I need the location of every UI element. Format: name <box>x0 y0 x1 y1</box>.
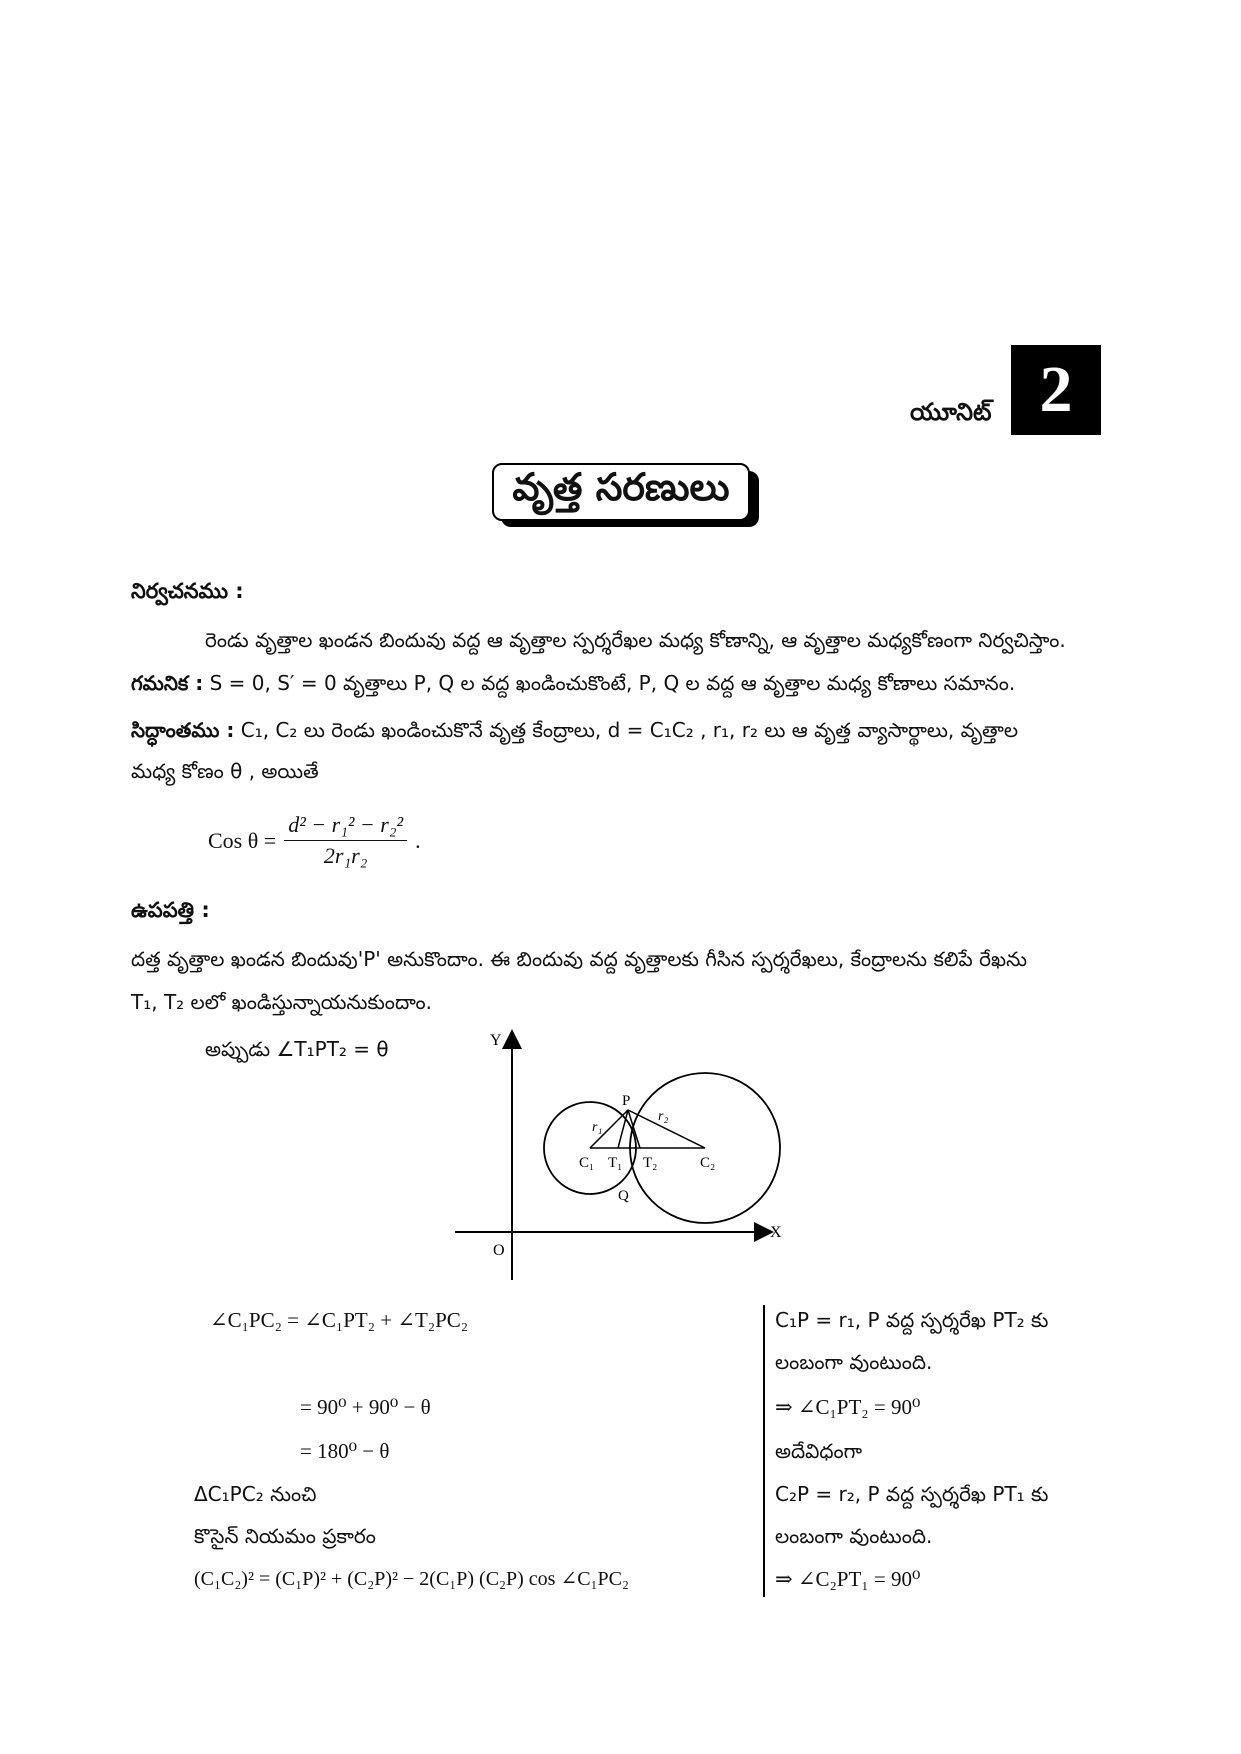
definition-text: రెండు వృత్తాల ఖండన బిందువు వద్ద ఆ వృత్తాల స్పర్శరేఖల మధ్య కోణాన్ని, ఆ వృత్తాల మధ్యకోణంగా నిర్వచిస్తాం. <box>205 628 1066 652</box>
label-r2: r₂ <box>658 1109 669 1124</box>
label-c1: C₁ <box>579 1155 595 1171</box>
derivation-left-4: కొసైన్ నియమం ప్రకారం <box>194 1524 376 1548</box>
label-t1: T₁ <box>608 1155 623 1171</box>
derivation-right-5: లంబంగా వుంటుంది. <box>775 1524 933 1548</box>
label-x: X <box>770 1224 782 1241</box>
theorem-text-1: C₁, C₂ లు రెండు ఖండించుకొనే వృత్త కేంద్రాలు, d = C₁C₂ , r₁, r₂ లు ఆ వృత్త వ్యాసార్థాలు, వృత్తాల <box>240 718 1019 742</box>
derivation-left-1: = 90⁰ + 90⁰ − θ <box>300 1395 431 1419</box>
theorem-text-2: మధ్య కోణం θ , అయితే <box>131 759 319 783</box>
chapter-title: వృత్త సరణులు <box>492 463 750 521</box>
cos-formula <box>208 812 421 869</box>
label-c2: C₂ <box>700 1155 716 1171</box>
unit-number-badge: 2 <box>1011 345 1101 435</box>
derivation-right-4: C₂P = r₂, P వద్ద స్పర్శరేఖ PT₁ కు <box>775 1482 1049 1506</box>
label-t2: T₂ <box>643 1155 658 1171</box>
note-heading: గమనిక : <box>131 671 204 695</box>
formula-end: . <box>415 827 421 853</box>
note-text: S = 0, S′ = 0 వృత్తాలు P, Q ల వద్ద ఖండించుకొంటే, P, Q ల వద్ద ఆ వృత్తాల మధ్య కోణాలు సమానం. <box>209 671 1016 695</box>
derivation-right-2: ⇒ ∠C₁PT₂ = 90⁰ <box>775 1395 921 1419</box>
circles-diagram <box>440 1025 800 1295</box>
proof-text-1: దత్త వృత్తాల ఖండన బిందువు'P' అనుకొందాం. ఈ బిందువు వద్ద వృత్తాలకు గీసిన స్పర్శరేఖలు, కేంద్రాలను కలిపే రేఖను <box>131 947 1028 971</box>
derivation-left-0: ∠C₁PC₂ = ∠C₁PT₂ + ∠T₂PC₂ <box>210 1308 469 1332</box>
label-q: Q <box>618 1188 629 1204</box>
column-divider <box>763 1305 765 1597</box>
derivation-right-0: C₁P = r₁, P వద్ద స్పర్శరేఖ PT₂ కు <box>775 1308 1049 1332</box>
label-r1: r₁ <box>592 1120 603 1135</box>
derivation-right-3: అదేవిధంగా <box>775 1439 863 1463</box>
label-p: P <box>622 1093 631 1109</box>
label-y: Y <box>490 1032 502 1049</box>
formula-lhs: Cos θ = <box>208 827 277 853</box>
derivation-right-6: ⇒ ∠C₂PT₁ = 90⁰ <box>775 1567 921 1591</box>
note-line <box>131 669 1015 697</box>
definition-heading: నిర్వచనము : <box>131 579 244 603</box>
theorem-line-1 <box>131 716 1018 744</box>
proof-heading: ఉపపత్తి : <box>131 898 210 922</box>
derivation-left-2: = 180⁰ − θ <box>300 1439 390 1463</box>
formula-numerator: d² − r₁² − r₂² <box>284 812 407 841</box>
derivation-right-1: లంబంగా వుంటుంది. <box>775 1350 933 1374</box>
unit-label: యూనిట్ <box>910 398 992 426</box>
derivation-left-3: ΔC₁PC₂ నుంచి <box>194 1482 317 1506</box>
proof-text-2: T₁, T₂ లలో ఖండిస్తున్నాయనుకుందాం. <box>131 990 433 1014</box>
formula-fraction <box>284 812 407 869</box>
label-o: O <box>493 1242 505 1259</box>
derivation-left-5: (C₁C₂)² = (C₁P)² + (C₂P)² − 2(C₁P) (C₂P) cos ∠C₁PC₂ <box>194 1568 629 1590</box>
proof-then: అప్పుడు ∠T₁PT₂ = θ <box>205 1037 389 1061</box>
formula-denominator: 2r₁r₂ <box>323 843 368 868</box>
theorem-heading: సిద్ధాంతము : <box>131 718 235 742</box>
